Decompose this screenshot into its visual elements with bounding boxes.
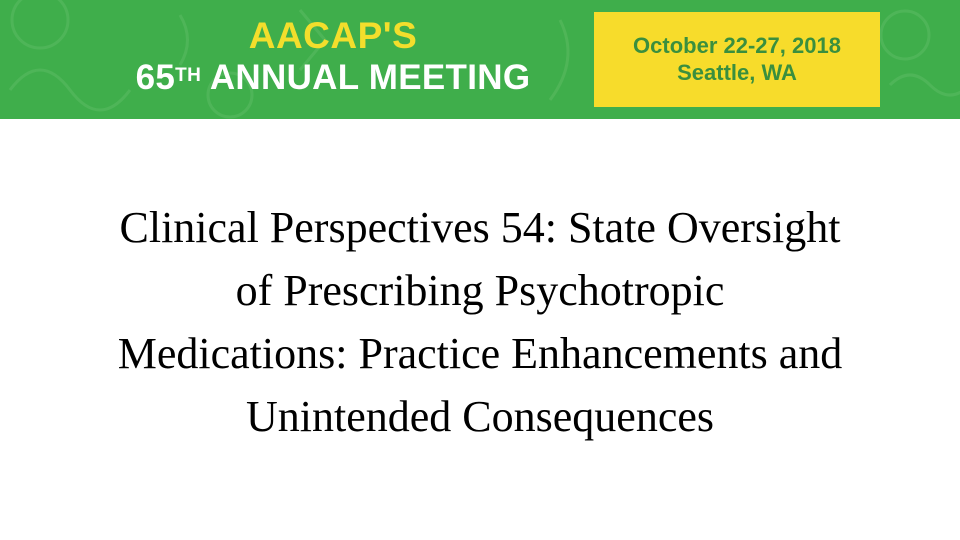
meeting-ordinal-suffix: TH xyxy=(175,65,202,86)
meeting-title xyxy=(118,16,548,98)
meeting-dates: October 22-27, 2018 xyxy=(633,33,841,58)
annual-meeting-heading xyxy=(118,58,548,98)
meeting-ordinal-number: 65 xyxy=(135,58,176,97)
slide-title-line: Unintended Consequences xyxy=(246,392,714,441)
meeting-banner xyxy=(0,0,960,119)
slide-title-line: Medications: Practice Enhancements and xyxy=(117,329,843,378)
meeting-name: ANNUAL MEETING xyxy=(209,58,531,97)
meeting-location: Seattle, WA xyxy=(677,60,797,85)
organization-name: AACAP'S xyxy=(248,15,418,56)
slide-title-line: of Prescribing Psychotropic xyxy=(235,266,725,315)
slide-title-line: Clinical Perspectives 54: State Oversight xyxy=(119,203,841,252)
slide-title xyxy=(20,196,940,448)
date-location-box xyxy=(594,12,880,107)
